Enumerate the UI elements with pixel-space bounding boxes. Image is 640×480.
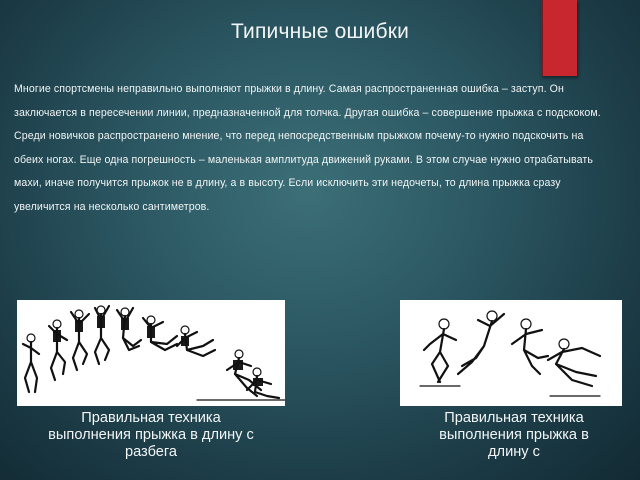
jumper-phase-6: [143, 316, 177, 350]
jumper-phase-7: [177, 326, 215, 356]
caption-standing-jump: Правильная техника выполнения прыжка в длину с: [439, 410, 589, 460]
slide-paragraph: Многие спортсмены неправильно выполняют прыжки в длину. Самая распространенная ошибка – заступ. Он заключается в пересечении линии, предназначенной для толчка. Другая ошибка – совершение прыжка с подскоком. Среди новичков распространено мнение, что перед непосредственным прыжком почему-то нужно подскочить на обеих ногах. Еще одна погрешность – маленькая амплитуда движений руками. В этом случае нужно отрабатывать махи, иначе получится прыжок не в длину, а в высоту. Если исключить эти недочеты, то длина прыжка сразу увеличится на несколько сантиметров.: [14, 83, 601, 213]
jumper-landing: [548, 339, 600, 386]
jumper-phase-1: [23, 334, 39, 392]
jumper-start: [424, 319, 456, 382]
jumper-phase-5: [117, 308, 141, 350]
jumper-flight: [512, 319, 548, 374]
standing-long-jump-illustration: [400, 300, 622, 406]
jumper-phase-3: [71, 310, 89, 370]
jumper-takeoff: [458, 311, 504, 374]
jumper-phase-4: [95, 306, 109, 364]
standing-long-jump-sequence-icon: [400, 300, 622, 406]
jumper-phase-2: [49, 320, 67, 380]
slide-title: Типичные ошибки: [230, 20, 410, 43]
caption-running-jump: Правильная техника выполнения прыжка в длину с разбега: [48, 410, 254, 460]
running-long-jump-sequence-icon: [17, 300, 285, 406]
running-long-jump-illustration: [17, 300, 285, 406]
